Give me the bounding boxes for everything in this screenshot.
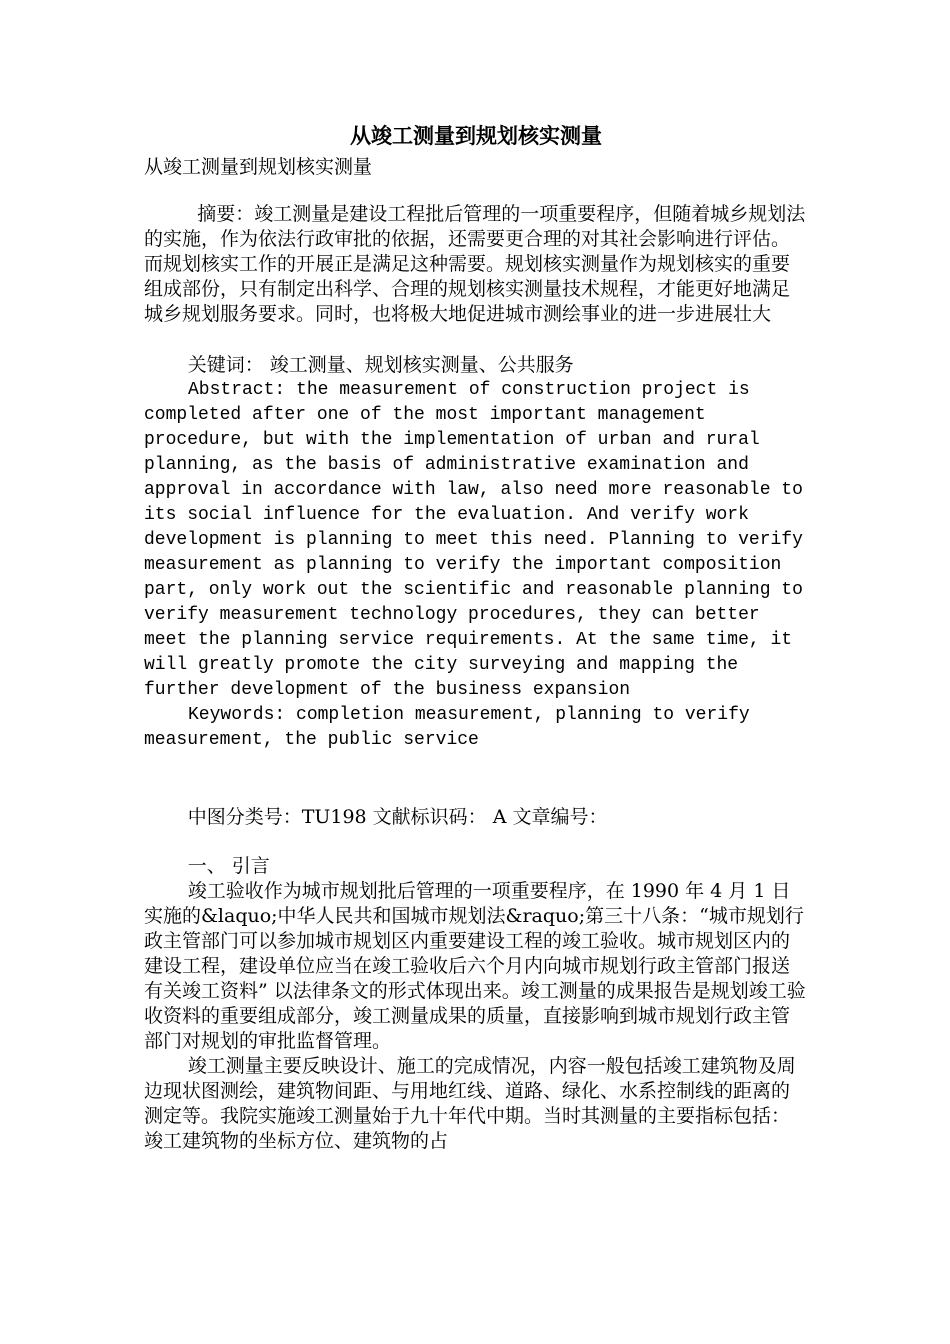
- classification-line: 中图分类号：TU198 文献标识码： A 文章编号：: [187, 806, 608, 828]
- spacer: [144, 830, 808, 854]
- section-heading: 一、 引言: [187, 855, 270, 877]
- spacer: [144, 753, 808, 805]
- document-title: 从竣工测量到规划核实测量: [350, 123, 602, 148]
- body-paragraph: 竣工验收作为城市规划批后管理的一项重要程序，在 1990 年 4 月 1 日实施的&laquo;中华人民共和国城市规划法&raquo;第三十八条：“城市规划行政主管部门可以参加城市规划区内重要建设工程的竣工验收。城市规划区内的建设工程，建设单位应当在竣工验收后六个月内向城市规划行政主管部门报送有关竣工资料” 以法律条文的形式体现出来。竣工测量的成果报告是规划竣工验收资料的重要组成部分，竣工测量成果的质量，直接影响到城市规划行政主管部门对规划的审批监督管理。: [144, 880, 806, 1052]
- keywords-zh: 关键词： 竣工测量、规划核实测量、公共服务: [187, 354, 574, 376]
- body-paragraph: 竣工测量主要反映设计、施工的完成情况，内容一般包括竣工建筑物及周边现状图测绘，建筑物间距、与用地红线、道路、绿化、水系控制线的距离的测定等。我院实施竣工测量始于九十年代中期。当时其测量的主要指标包括：竣工建筑物的坐标方位、建筑物的占: [144, 1055, 796, 1152]
- spacer: [144, 327, 808, 353]
- abstract-zh: 摘要：竣工测量是建设工程批后管理的一项重要程序，但随着城乡规划法的实施，作为依法行政审批的依据，还需要更合理的对其社会影响进行评估。而规划核实工作的开展正是满足这种需要。规划核实测量作为规划核实的重要组成部份，只有制定出科学、合理的规划核实测量技术规程，才能更好地满足城乡规划服务要求。同时，也将极大地促进城市测绘事业的进一步进展壮大: [144, 203, 806, 325]
- keywords-en: Keywords: completion measurement, planning to verify measurement, the public service: [144, 705, 750, 750]
- document-subtitle: 从竣工测量到规划核实测量: [144, 156, 373, 178]
- abstract-en: Abstract: the measurement of construction project is completed after one of the most important management procedure, but with the implementation of urban and rural planning, as the basis of administrative examination and approval in accordance with law, also need more reasonable to its social influence for the evaluation. And verify work development is planning to meet this need. Planning to verify measurement as planning to verify the important composition part, only work out the scientific and reasonable planning to verify measurement technology procedures, they can better meet the planning service requirements. At the same time, it will greatly promote the city surveying and mapping the further development of the business expansion: [144, 380, 803, 700]
- document-page: [144, 118, 808, 1154]
